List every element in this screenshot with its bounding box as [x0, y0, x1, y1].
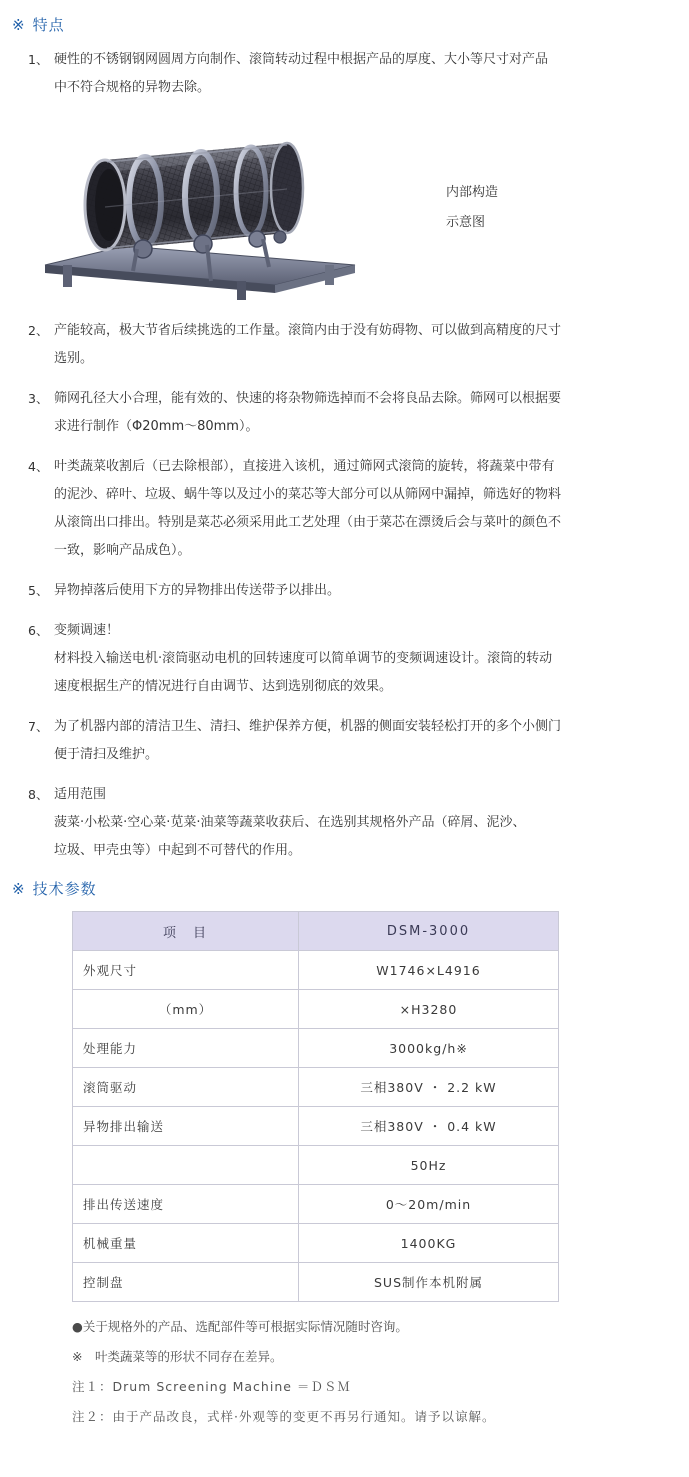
- spec-table: [72, 911, 559, 1302]
- table-body: [73, 951, 559, 1302]
- column-header-item: 项 目: [73, 912, 299, 951]
- paragraph: 一致，影响产品成色）。: [54, 543, 191, 558]
- row-value: SUS制作本机附属: [299, 1263, 559, 1302]
- paragraph: 菠菜·小松菜·空心菜·苋菜·油菜等蔬菜收获后、在选别其规格外产品（碎屑、泥沙、: [54, 815, 526, 830]
- figure-image: [10, 115, 440, 300]
- section-heading-features: [12, 14, 671, 35]
- row-value: 0～20m/min: [299, 1185, 559, 1224]
- paragraph: 便于清扫及维护。: [54, 747, 159, 762]
- paragraph: 求进行制作（Φ20mm～80mm）。: [54, 419, 259, 434]
- list-item-number: 7、: [28, 719, 49, 734]
- paragraph: 硬性的不锈钢钢网圆周方向制作、滚筒转动过程中根据产品的厚度、大小等尺寸对产品: [54, 52, 549, 67]
- section-heading-specs: [12, 878, 671, 899]
- row-value: ×H3280: [299, 990, 559, 1029]
- list-item: [10, 386, 671, 440]
- paragraph: 适用范围: [54, 787, 107, 802]
- note-line: ●关于规格外的产品、选配部件等可根据实际情况随时咨询。: [72, 1319, 408, 1334]
- list-item-body: [54, 714, 671, 768]
- table-row: [73, 1224, 559, 1263]
- asterisk-icon: ※: [12, 879, 25, 898]
- row-label: 外观尺寸: [73, 951, 299, 990]
- table-row: [73, 1107, 559, 1146]
- paragraph: 的泥沙、碎叶、垃圾、蜗牛等以及过小的菜芯等大部分可以从筛网中漏掉，筛选好的物料: [54, 487, 562, 502]
- paragraph: 选别。: [54, 351, 94, 366]
- figure-caption: [440, 178, 498, 238]
- list-item: [10, 618, 671, 700]
- list-item: [10, 454, 671, 564]
- paragraph: 产能较高，极大节省后续挑选的工作量。滚筒内由于没有妨碍物、可以做到高精度的尺寸: [54, 323, 562, 338]
- row-value: 3000kg/h※: [299, 1029, 559, 1068]
- row-label: 控制盘: [73, 1263, 299, 1302]
- note-line: ※ 叶类蔬菜等的形状不同存在差异。: [72, 1349, 283, 1364]
- row-label: 滚筒驱动: [73, 1068, 299, 1107]
- list-item: [10, 578, 671, 604]
- row-value: 三相380V ・ 2.2 kW: [299, 1068, 559, 1107]
- paragraph: 叶类蔬菜收割后（已去除根部），直接进入该机，通过筛网式滚筒的旋转，将蔬菜中带有: [54, 459, 555, 474]
- list-item-number: 4、: [28, 459, 49, 474]
- row-value: 1400KG: [299, 1224, 559, 1263]
- list-item-body: [54, 454, 671, 564]
- list-item: [10, 714, 671, 768]
- list-item-number: 5、: [28, 583, 49, 598]
- row-value: W1746×L4916: [299, 951, 559, 990]
- paragraph: 从滚筒出口排出。特别是菜芯必须采用此工艺处理（由于菜芯在漂烫后会与菜叶的颜色不: [54, 515, 562, 530]
- table-row: [73, 1263, 559, 1302]
- note-line: 注１：Drum Screening Machine ＝ＤＳＭ: [72, 1379, 351, 1394]
- paragraph: 变频调速！: [54, 623, 120, 638]
- drum-screening-machine-icon: [25, 115, 425, 300]
- table-row: [73, 1029, 559, 1068]
- row-label: 机械重量: [73, 1224, 299, 1263]
- list-item-body: [54, 318, 671, 372]
- figure-caption-line1: 内部构造: [446, 184, 499, 200]
- row-label: （mm）: [73, 990, 299, 1029]
- paragraph: 中不符合规格的异物去除。: [54, 80, 211, 95]
- table-row: [73, 1068, 559, 1107]
- row-label: 排出传送速度: [73, 1185, 299, 1224]
- section-title: 技术参数: [32, 880, 97, 898]
- row-label: [73, 1146, 299, 1185]
- table-row: [73, 1146, 559, 1185]
- table-row: [73, 990, 559, 1029]
- note-line: 注２：由于产品改良，式样·外观等的变更不再另行通知。请予以谅解。: [72, 1409, 496, 1424]
- row-label: 处理能力: [73, 1029, 299, 1068]
- list-item: [10, 318, 671, 372]
- paragraph: 速度根据生产的情况进行自由调节、达到选别彻底的效果。: [54, 679, 393, 694]
- paragraph: 材料投入输送电机·滚筒驱动电机的回转速度可以简单调节的变频调速设计。滚筒的转动: [54, 651, 553, 666]
- paragraph: 垃圾、甲壳虫等）中起到不可替代的作用。: [54, 843, 302, 858]
- row-value: 50Hz: [299, 1146, 559, 1185]
- column-header-model: DSM-3000: [299, 912, 559, 951]
- table-header: [73, 912, 559, 951]
- list-item-body: [54, 578, 671, 604]
- list-item-body: [54, 386, 671, 440]
- list-item-number: 1、: [28, 52, 49, 67]
- table-row: [73, 951, 559, 990]
- notes-block: [72, 1312, 671, 1432]
- paragraph: 为了机器内部的清洁卫生、清扫、维护保养方便，机器的侧面安装轻松打开的多个小侧门: [54, 719, 562, 734]
- list-item-number: 6、: [28, 623, 49, 638]
- list-item-body: [54, 47, 671, 101]
- list-item-body: [54, 618, 671, 700]
- asterisk-icon: ※: [12, 15, 25, 34]
- list-item-body: [54, 782, 671, 864]
- figure-caption-line2: 示意图: [446, 214, 486, 230]
- list-item: [10, 47, 671, 101]
- paragraph: 异物掉落后使用下方的异物排出传送带予以排出。: [54, 583, 341, 598]
- list-item-number: 8、: [28, 787, 49, 802]
- list-item-number: 2、: [28, 323, 49, 338]
- table-row: [73, 1185, 559, 1224]
- paragraph: 筛网孔径大小合理，能有效的、快速的将杂物筛选掉而不会将良品去除。筛网可以根据要: [54, 391, 562, 406]
- section-title: 特点: [32, 16, 65, 34]
- list-item-number: 3、: [28, 391, 49, 406]
- table-header-row: [73, 912, 559, 951]
- figure-block: [10, 115, 671, 300]
- list-item: [10, 782, 671, 864]
- row-value: 三相380V ・ 0.4 kW: [299, 1107, 559, 1146]
- row-label: 异物排出输送: [73, 1107, 299, 1146]
